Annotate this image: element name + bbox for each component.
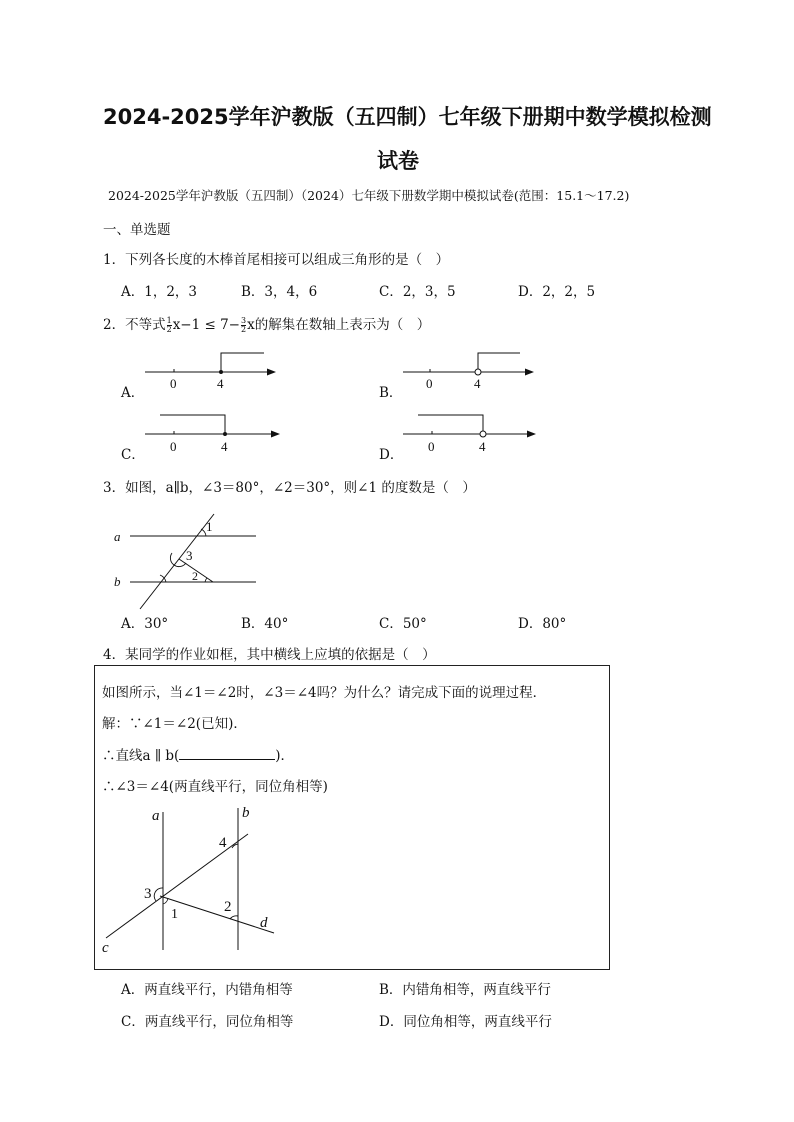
tick-four: 4 <box>221 439 228 454</box>
q3-angle1-label: 1 <box>206 519 213 534</box>
section-heading: 一、单选题 <box>103 222 171 238</box>
box-line-3 <box>102 744 294 764</box>
q4-figure <box>98 800 288 960</box>
q3-option-d[interactable]: D．80° <box>518 616 567 632</box>
q4-option-d[interactable]: D．同位角相等，两直线平行 <box>379 1014 552 1030</box>
q4-line-b-label: b <box>242 805 250 821</box>
q4-angle3-label: 3 <box>144 886 152 902</box>
q3-option-a[interactable]: A．30° <box>121 616 169 632</box>
q4-line-d-label: d <box>260 915 268 931</box>
box-line-2: 解：∵∠1＝∠2(已知)． <box>102 716 247 732</box>
q2-stem-suffix: x的解集在数轴上表示为（ ） <box>247 317 431 333</box>
q3-line-a-label: a <box>114 529 121 544</box>
page-title: 2024-2025学年沪教版（五四制）七年级下册期中数学模拟检测 <box>103 105 712 129</box>
q2-number-line-a[interactable] <box>140 345 285 395</box>
q3-option-c[interactable]: C．50° <box>379 616 427 632</box>
page-subtitle: 2024-2025学年沪教版（五四制）（2024）七年级下册数学期中模拟试卷(范围：15.1～17.2) <box>108 188 630 203</box>
box-line-4: ∴∠3＝∠4(两直线平行，同位角相等) <box>102 779 328 795</box>
q4-option-b[interactable]: B．内错角相等，两直线平行 <box>379 982 551 998</box>
q1-option-a[interactable]: A．1，2，3 <box>121 284 198 300</box>
q4-line-a-label: a <box>152 808 160 824</box>
box-line-3-prefix: ∴直线a ∥ b( <box>102 748 180 764</box>
q2-option-a-label[interactable]: A． <box>121 385 145 401</box>
q1-option-d[interactable]: D．2，2，5 <box>518 284 596 300</box>
q1-option-c[interactable]: C．2，3，5 <box>379 284 456 300</box>
box-line-1: 如图所示，当∠1＝∠2时，∠3＝∠4吗？为什么？请完成下面的说理过程． <box>102 685 547 701</box>
q3-figure <box>110 505 270 615</box>
tick-four: 4 <box>217 376 224 391</box>
q2-option-c-label[interactable]: C． <box>121 447 145 463</box>
question-2-stem <box>103 313 430 334</box>
tick-zero: 0 <box>426 376 433 391</box>
q3-angle3-label: 3 <box>186 548 193 563</box>
tick-zero: 0 <box>170 439 177 454</box>
q3-line-b-label: b <box>114 574 121 589</box>
q4-option-a[interactable]: A．两直线平行，内错角相等 <box>121 982 293 998</box>
question-4-stem: 4．某同学的作业如框，其中横线上应填的依据是（ ） <box>103 647 436 663</box>
q2-number-line-b[interactable] <box>398 345 543 395</box>
q2-fraction-1: $\frac{1}{2}$ <box>166 316 172 334</box>
q4-angle1-label: 1 <box>171 907 178 922</box>
q2-stem-mid: x−1 ≤ 7− <box>172 317 240 333</box>
q2-option-b-label[interactable]: B． <box>379 385 403 401</box>
question-3-stem: 3．如图，a∥b，∠3＝80°，∠2＝30°，则∠1 的度数是（ ） <box>103 480 476 496</box>
q4-angle4-label: 4 <box>219 835 227 851</box>
q2-stem-prefix: 2．不等式 <box>103 317 166 333</box>
tick-zero: 0 <box>428 439 435 454</box>
q2-option-d-label[interactable]: D． <box>379 447 404 463</box>
q4-option-c[interactable]: C．两直线平行，同位角相等 <box>121 1014 294 1030</box>
answer-blank[interactable] <box>179 747 275 760</box>
tick-zero: 0 <box>170 376 177 391</box>
q4-line-c-label: c <box>102 940 109 956</box>
question-1-stem: 1．下列各长度的木棒首尾相接可以组成三角形的是（ ） <box>103 252 450 268</box>
tick-four: 4 <box>479 439 486 454</box>
tick-four: 4 <box>474 376 481 391</box>
q2-number-line-c[interactable] <box>140 408 285 458</box>
box-line-3-suffix: )． <box>275 748 295 764</box>
q3-angle2-label: 2 <box>192 569 198 583</box>
q2-fraction-2: $\frac{3}{2}$ <box>241 316 247 334</box>
page-title-line2: 试卷 <box>377 149 419 173</box>
q3-option-b[interactable]: B．40° <box>241 616 289 632</box>
q1-option-b[interactable]: B．3，4，6 <box>241 284 318 300</box>
q2-number-line-d[interactable] <box>398 408 543 458</box>
q4-angle2-label: 2 <box>224 899 232 915</box>
